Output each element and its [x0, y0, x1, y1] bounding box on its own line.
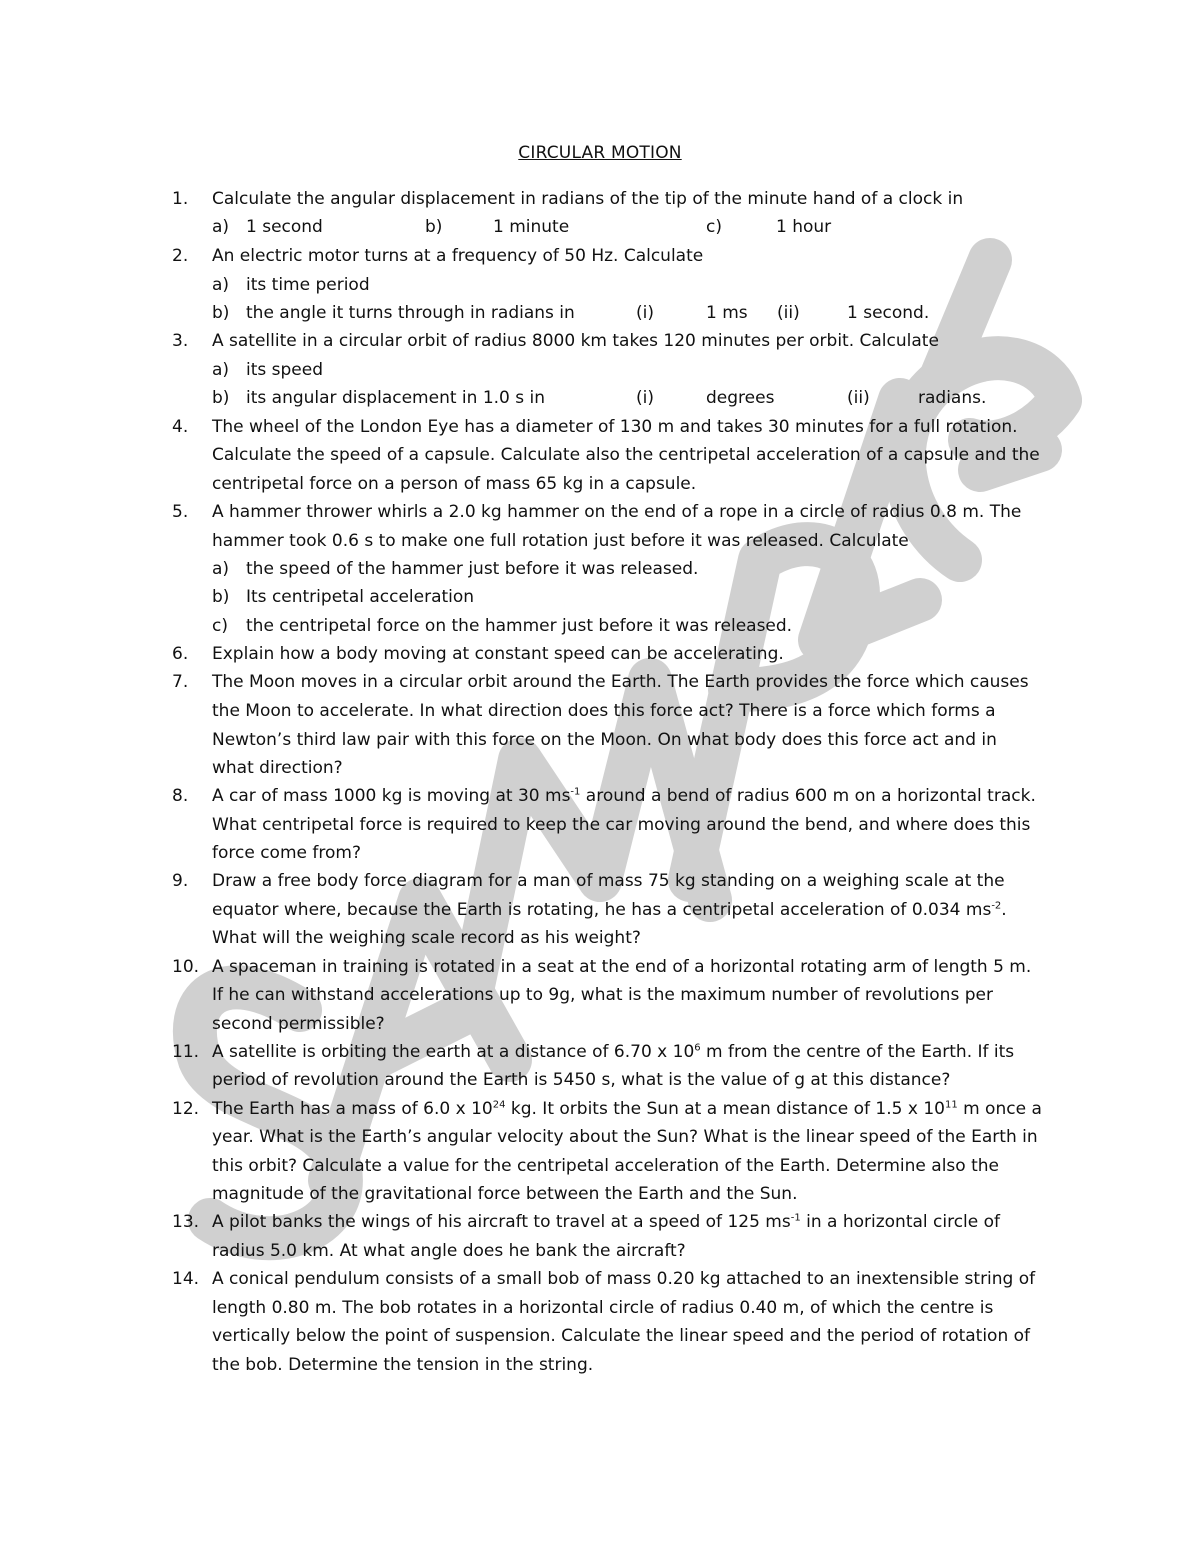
part-text: its time period	[246, 275, 370, 295]
question-text: period of revolution around the Earth is 5450 s, what is the value of g at this distance?	[212, 1070, 951, 1090]
text-part: A car of mass 1000 kg is moving at 30 ms	[212, 786, 571, 806]
question-text: year. What is the Earth’s angular velocity about the Sun? What is the linear speed of the Earth in	[212, 1127, 1038, 1147]
superscript: -1	[790, 1212, 801, 1224]
text-part: A pilot banks the wings of his aircraft to travel at a speed of 125 ms	[212, 1212, 791, 1232]
page-title: CIRCULAR MOTION	[518, 143, 682, 163]
part-label: c)	[212, 616, 228, 636]
question-text: vertically below the point of suspension. Calculate the linear speed and the period of rotation of	[212, 1326, 1031, 1346]
question-number: 12.	[172, 1099, 200, 1119]
part-label: a)	[212, 559, 230, 579]
part-label: (ii)	[847, 388, 870, 408]
question-text: what direction?	[212, 758, 343, 778]
question-text: Explain how a body moving at constant speed can be accelerating.	[212, 644, 784, 664]
part-text: 1 second	[246, 217, 323, 237]
question-number: 11.	[172, 1042, 200, 1062]
question-text: Calculate the speed of a capsule. Calculate also the centripetal acceleration of a capsule and the	[212, 445, 1040, 465]
question-text: this orbit? Calculate a value for the centripetal acceleration of the Earth. Determine also the	[212, 1156, 999, 1176]
part-text: 1 second.	[847, 303, 930, 323]
question-number: 8.	[172, 786, 189, 806]
part-label: b)	[425, 217, 443, 237]
question-text: length 0.80 m. The bob rotates in a horizontal circle of radius 0.40 m, of which the centre is	[212, 1298, 994, 1318]
text-part: m once a	[957, 1099, 1042, 1119]
text-part: A satellite is orbiting the earth at a distance of 6.70 x 10	[212, 1042, 695, 1062]
superscript: 11	[944, 1099, 958, 1111]
question-number: 14.	[172, 1269, 200, 1289]
question-number: 6.	[172, 644, 189, 664]
question-number: 4.	[172, 417, 189, 437]
question-number: 7.	[172, 672, 189, 692]
part-label: b)	[212, 587, 230, 607]
question-number: 5.	[172, 502, 189, 522]
question-text: What will the weighing scale record as his weight?	[212, 928, 641, 948]
part-text: its angular displacement in 1.0 s in	[246, 388, 546, 408]
part-label: a)	[212, 217, 230, 237]
question-text	[212, 782, 1036, 810]
question-text: What centripetal force is required to keep the car moving around the bend, and where does this	[212, 815, 1031, 835]
question-text	[212, 1208, 1000, 1236]
question-text: If he can withstand accelerations up to 9g, what is the maximum number of revolutions per	[212, 985, 993, 1005]
text-part: The Earth has a mass of 6.0 x 10	[212, 1099, 493, 1119]
part-text: the angle it turns through in radians in	[246, 303, 575, 323]
part-text: radians.	[918, 388, 987, 408]
text-part: m from the centre of the Earth. If its	[700, 1042, 1015, 1062]
part-text: the speed of the hammer just before it was released.	[246, 559, 699, 579]
part-label: b)	[212, 388, 230, 408]
question-text: hammer took 0.6 s to make one full rotation just before it was released. Calculate	[212, 531, 909, 551]
part-text: 1 ms	[706, 303, 748, 323]
part-label: c)	[706, 217, 722, 237]
question-number: 10.	[172, 957, 200, 977]
question-text: the bob. Determine the tension in the string.	[212, 1355, 594, 1375]
question-number: 13.	[172, 1212, 200, 1232]
question-text	[212, 1038, 1014, 1066]
question-text: An electric motor turns at a frequency of 50 Hz. Calculate	[212, 246, 704, 266]
question-number: 2.	[172, 246, 189, 266]
question-text	[212, 896, 1007, 924]
question-text: the Moon to accelerate. In what direction does this force act? There is a force which forms a	[212, 701, 996, 721]
part-label: (ii)	[777, 303, 800, 323]
part-text: its speed	[246, 360, 324, 380]
question-text: The Moon moves in a circular orbit around the Earth. The Earth provides the force which causes	[212, 672, 1029, 692]
question-text: centripetal force on a person of mass 65 kg in a capsule.	[212, 474, 697, 494]
superscript: -2	[991, 900, 1002, 912]
question-text: force come from?	[212, 843, 361, 863]
text-part: .	[1001, 900, 1007, 920]
question-text: Draw a free body force diagram for a man of mass 75 kg standing on a weighing scale at the	[212, 871, 1005, 891]
part-label: a)	[212, 360, 230, 380]
question-number: 3.	[172, 331, 189, 351]
question-text: radius 5.0 km. At what angle does he bank the aircraft?	[212, 1241, 686, 1261]
question-text: Newton’s third law pair with this force on the Moon. On what body does this force act and in	[212, 730, 997, 750]
question-text: magnitude of the gravitational force between the Earth and the Sun.	[212, 1184, 798, 1204]
part-label: (i)	[636, 303, 654, 323]
part-text: Its centripetal acceleration	[246, 587, 475, 607]
part-text: the centripetal force on the hammer just before it was released.	[246, 616, 793, 636]
part-text: degrees	[706, 388, 775, 408]
superscript: -1	[570, 786, 581, 798]
question-text	[212, 1095, 1042, 1123]
question-text: A satellite in a circular orbit of radius 8000 km takes 120 minutes per orbit. Calculate	[212, 331, 939, 351]
text-part: in a horizontal circle of	[800, 1212, 1001, 1232]
question-text: The wheel of the London Eye has a diameter of 130 m and takes 30 minutes for a full rotation.	[212, 417, 1018, 437]
question-number: 1.	[172, 189, 189, 209]
question-text: A spaceman in training is rotated in a seat at the end of a horizontal rotating arm of length 5 m.	[212, 957, 1032, 977]
superscript: 6	[694, 1042, 701, 1054]
question-text: Calculate the angular displacement in radians of the tip of the minute hand of a clock in	[212, 189, 964, 209]
question-text: second permissible?	[212, 1014, 385, 1034]
text-part: equator where, because the Earth is rotating, he has a centripetal acceleration of 0.034 ms	[212, 900, 992, 920]
part-text: 1 hour	[776, 217, 832, 237]
part-label: a)	[212, 275, 230, 295]
question-text: A conical pendulum consists of a small bob of mass 0.20 kg attached to an inextensible string of	[212, 1269, 1036, 1289]
question-number: 9.	[172, 871, 189, 891]
superscript: 24	[492, 1099, 506, 1111]
text-part: around a bend of radius 600 m on a horizontal track.	[580, 786, 1036, 806]
part-text: 1 minute	[493, 217, 570, 237]
text-part: kg. It orbits the Sun at a mean distance of 1.5 x 10	[505, 1099, 945, 1119]
part-label: b)	[212, 303, 230, 323]
question-text: A hammer thrower whirls a 2.0 kg hammer on the end of a rope in a circle of radius 0.8 m. The	[212, 502, 1022, 522]
part-label: (i)	[636, 388, 654, 408]
